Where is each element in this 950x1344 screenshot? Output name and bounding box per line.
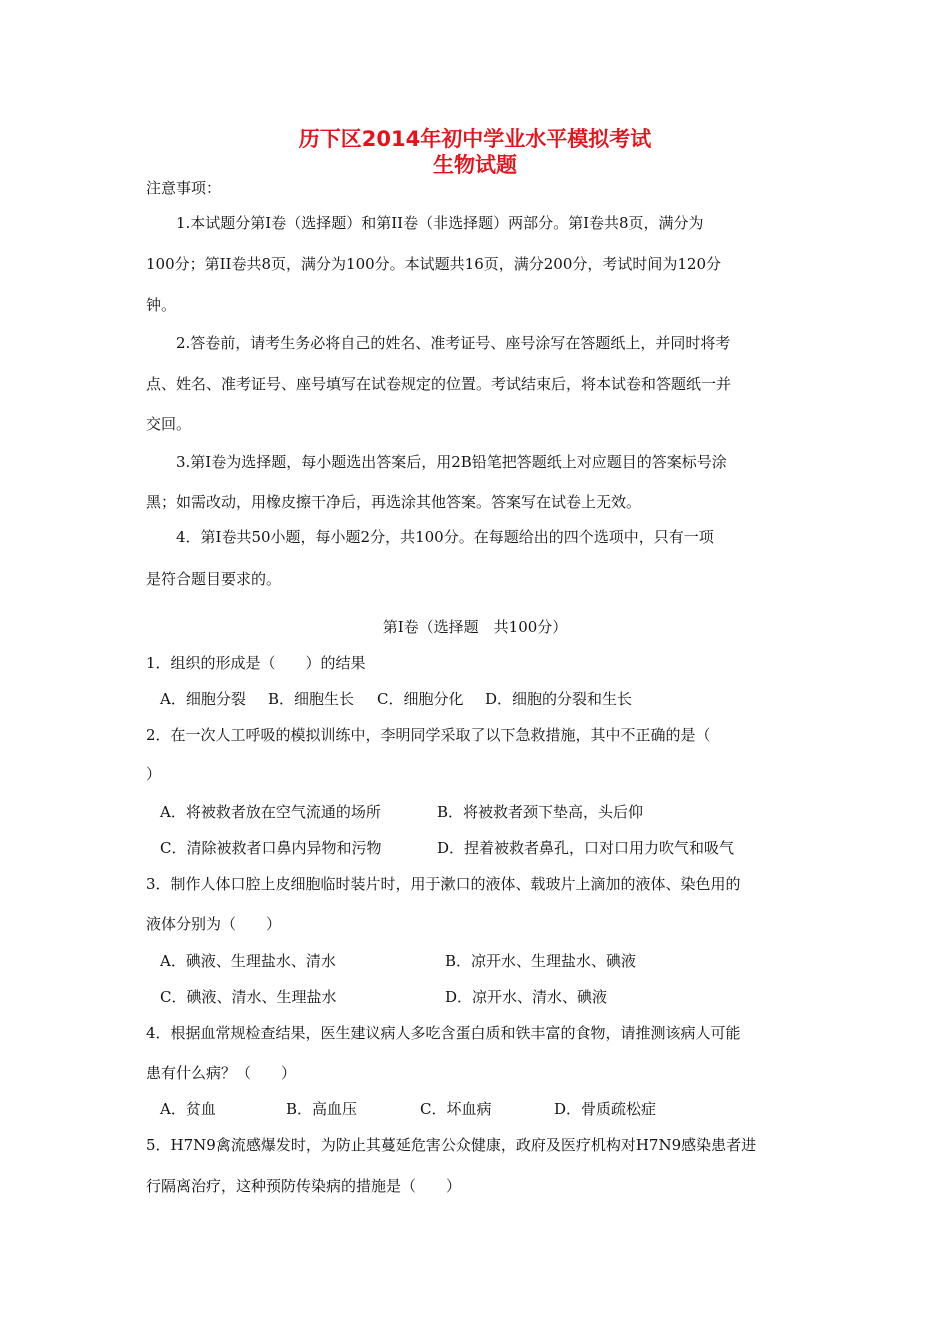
notice-item-2-line-1: 2.答卷前，请考生务必将自己的姓名、准考证号、座号涂写在答题纸上，并同时将考 bbox=[176, 334, 731, 352]
section-title: 第Ⅰ卷（选择题 共100分） bbox=[382, 618, 568, 636]
question-3-option-d: D．凉开水、清水、碘液 bbox=[445, 988, 608, 1006]
question-3-option-b: B．凉开水、生理盐水、碘液 bbox=[445, 952, 637, 970]
notice-item-1-line-1: 1.本试题分第Ⅰ卷（选择题）和第II卷（非选择题）两部分。第Ⅰ卷共8页，满分为 bbox=[176, 214, 704, 232]
question-1-option-d: D．细胞的分裂和生长 bbox=[485, 690, 633, 708]
question-4-option-b: B．高血压 bbox=[286, 1100, 358, 1118]
notice-heading: 注意事项： bbox=[146, 179, 222, 197]
question-1-option-c: C．细胞分化 bbox=[377, 690, 464, 708]
question-4-stem-line-1: 4．根据血常规检查结果，医生建议病人多吃含蛋白质和铁丰富的食物，请推测该病人可能 bbox=[146, 1024, 741, 1042]
question-1-option-a: A．细胞分裂 bbox=[160, 690, 246, 708]
question-4-option-c: C．坏血病 bbox=[420, 1100, 492, 1118]
question-3-option-c: C．碘液、清水、生理盐水 bbox=[160, 988, 337, 1006]
question-4-option-a: A．贫血 bbox=[160, 1100, 216, 1118]
question-3-option-a: A．碘液、生理盐水、清水 bbox=[160, 952, 336, 970]
notice-item-3-line-1: 3.第Ⅰ卷为选择题，每小题选出答案后，用2B铅笔把答题纸上对应题目的答案标号涂 bbox=[176, 453, 727, 471]
notice-item-4-line-2: 是符合题目要求的。 bbox=[146, 570, 282, 588]
question-2-option-d: D．捏着被救者鼻孔，口对口用力吹气和吸气 bbox=[437, 839, 735, 857]
exam-title: 历下区2014年初中学业水平模拟考试 bbox=[298, 127, 652, 151]
question-2-stem-line-1: 2．在一次人工呼吸的模拟训练中，李明同学采取了以下急救措施，其中不正确的是（ bbox=[146, 726, 711, 744]
notice-item-2-line-3: 交回。 bbox=[146, 415, 192, 433]
question-1-stem: 1．组织的形成是（ ）的结果 bbox=[146, 654, 366, 672]
exam-subtitle: 生物试题 bbox=[433, 153, 517, 177]
question-5-stem-line-1: 5．H7N9禽流感爆发时，为防止其蔓延危害公众健康，政府及医疗机构对H7N9感染患者进 bbox=[146, 1136, 757, 1154]
question-3-stem-line-2: 液体分别为（ ） bbox=[146, 915, 282, 933]
notice-item-2-line-2: 点、姓名、准考证号、座号填写在试卷规定的位置。考试结束后，将本试卷和答题纸一并 bbox=[146, 375, 732, 393]
question-2-option-b: B．将被救者颈下垫高，头后仰 bbox=[437, 803, 644, 821]
question-2-option-a: A．将被救者放在空气流通的场所 bbox=[160, 803, 381, 821]
question-4-option-d: D．骨质疏松症 bbox=[554, 1100, 657, 1118]
notice-item-1-line-2: 100分；第II卷共8页，满分为100分。本试题共16页，满分200分，考试时间为120分 bbox=[146, 255, 722, 273]
notice-item-3-line-2: 黑；如需改动，用橡皮擦干净后，再选涂其他答案。答案写在试卷上无效。 bbox=[146, 493, 642, 511]
question-1-option-b: B．细胞生长 bbox=[268, 690, 355, 708]
notice-item-1-line-3: 钟。 bbox=[146, 296, 177, 314]
question-3-stem-line-1: 3．制作人体口腔上皮细胞临时装片时，用于漱口的液体、载玻片上滴加的液体、染色用的 bbox=[146, 875, 741, 893]
question-4-stem-line-2: 患有什么病？（ ） bbox=[146, 1064, 297, 1082]
question-2-option-c: C．清除被救者口鼻内异物和污物 bbox=[160, 839, 382, 857]
notice-item-4-line-1: 4．第Ⅰ卷共50小题，每小题2分，共100分。在每题给出的四个选项中，只有一项 bbox=[176, 528, 714, 546]
question-5-stem-line-2: 行隔离治疗，这种预防传染病的措施是（ ） bbox=[146, 1177, 462, 1195]
question-2-stem-line-2: ） bbox=[146, 765, 162, 783]
